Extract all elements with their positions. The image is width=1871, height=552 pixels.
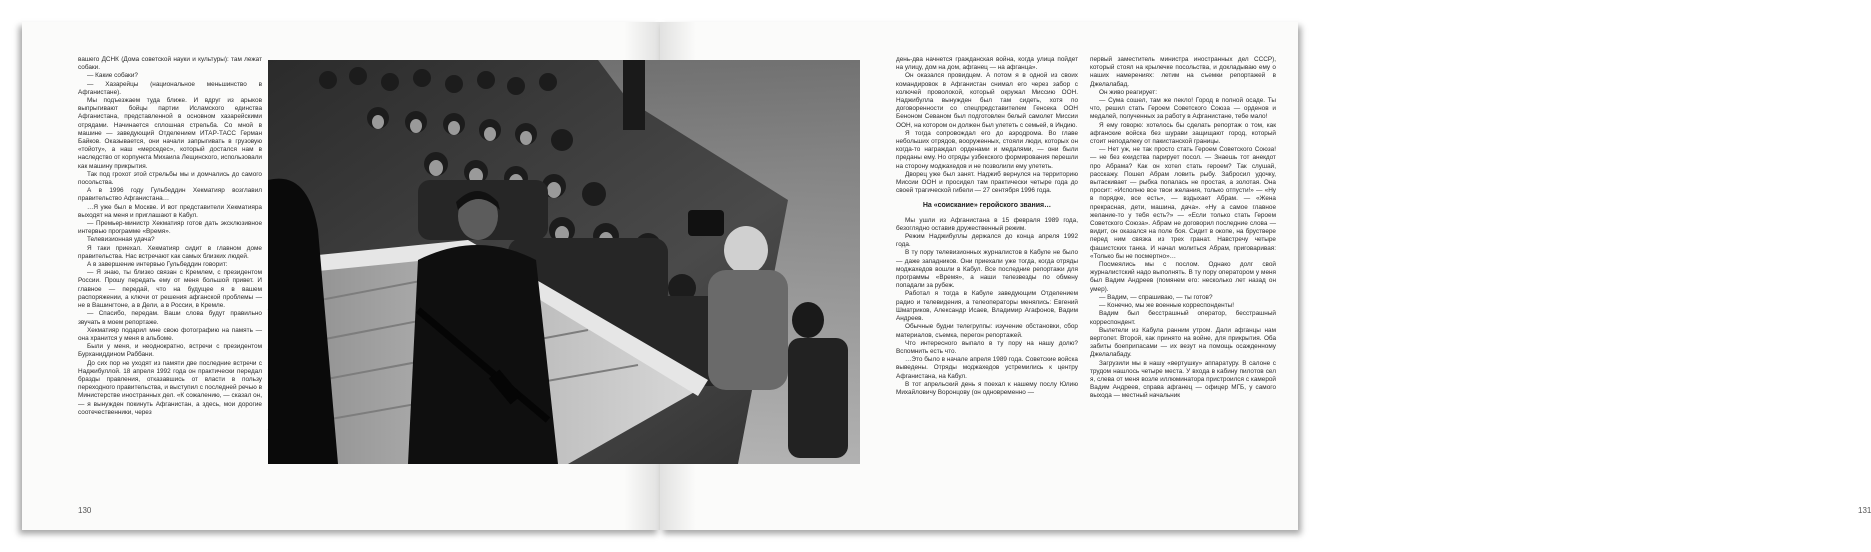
book-spread — [22, 22, 1871, 530]
left-page-text-column — [78, 56, 262, 476]
paragraph: — Сума сошел, там же пекло! Город в полной осаде. Ты что, решил стать Героем Советского Союза — орденов и медалей, полученных за работу в Афганистане, тебе мало! — [1090, 97, 1276, 121]
paragraph: Он живо реагирует: — [1099, 88, 1157, 96]
paragraph: первый заместитель министра иностранных дел СССР), который стоял на крылечке посольства, и докладываю ему о наших намерениях: летим на съемки репортажей в Джелалабад. — [1090, 56, 1276, 88]
paragraph: Телевизионная удача? — [87, 236, 155, 244]
paragraph: Работал я тогда в Кабуле заведующим Отделением радио и телевидения, а телеоператоры менялись: Евгений Шматриков, Александр Исаев, Владимир Агафонов, Вадим Андреев. — [896, 290, 1078, 323]
section-heading: На «соискание» геройского звания… — [922, 202, 1052, 210]
paragraph: Загрузили мы в нашу «вертушку» аппаратуру. В салоне с трудом нашлось четыре места. У входа в кабину пилотов сел я, слева от меня возле иллюминатора пристроился с камерой Вадим Андреев, справа афганец — офицер МГБ, у самого выхода — местный начальник — [1090, 359, 1276, 400]
paragraph: вашего ДСНК (Дома советской науки и культуры): там лежат собаки. — [78, 56, 262, 72]
paragraph: Мы ушли из Афганистана в 15 февраля 1989 года, безоглядно оставив дружественный режим. — [896, 216, 1078, 232]
paragraph: Что интересного выпало в ту пору на нашу долю? Вспомнить есть что. — [896, 339, 1078, 355]
paragraph: — Я знаю, ты близко связан с Кремлем, с президентом России. Прошу передать ему от меня большой привет. И главное — передай, что на будущее я в вашем распоряжении, а ключи от решения афганской проблемы — не в Вашингтоне, а в Дели, а в России, в Кремле. — [78, 269, 262, 310]
paragraph: В ту пору телевизионных журналистов в Кабуле не было — даже западников. Они приехали уже тогда, когда отряды моджахедов вошли в Кабул. Все последние репортажи для программы «Время», а наши телезвезды по обмену попадали за рубеж. — [896, 249, 1078, 290]
left-page-number: 130 — [78, 506, 92, 515]
right-page-number: 131 — [1858, 506, 1871, 515]
paragraph: В тот апрельский день я поехал к нашему послу Юлию Михайловичу Воронцову (он одновременно — — [896, 380, 1078, 396]
paragraph: Хекматияр подарил мне свою фотографию на память — она хранится у меня в альбоме. — [78, 326, 262, 342]
paragraph: Так под грохот этой стрельбы мы и домчались до самого посольства. — [78, 170, 262, 187]
paragraph: — Премьер-министр Хекматияр готов дать эксклюзивное интервью программе «Время». — [78, 220, 262, 236]
paragraph: …Я уже был в Москве. И вот представители Хекматияра выходят на меня и приглашают в Кабул. — [78, 203, 262, 219]
paragraph: Он оказался провидцем. А потом я в одной из своих командировок в Афганистан снимал его через забор с колючей проволокой, который окружал Миссию ООН. Наджибулла вынужден был там сидеть, хотя по договоренности со спецпредставителем Генсека ООН Беноном Севаном был подготовлен белый самолет Миссии ООН, на котором он должен был улететь с семьей, в Индию. — [896, 72, 1078, 129]
paragraph: А в завершение интервью Гульбеддин говорит: — [87, 261, 228, 269]
paragraph: Я тогда сопровождал его до аэродрома. Во главе небольших отрядов, вооруженных, стояли люди, которых он когда-то награждал орденами и медалями, — они были преданы ему. Но отряды узбекского формирования перешли на сторону моджахедов и не позволили ему улететь. — [896, 129, 1078, 170]
paragraph: — Вадим, — спрашиваю, — ты готов? — [1099, 293, 1213, 301]
paragraph: Я ему говорю: хотелось бы сделать репортаж о том, как афганские войска без шурави защищают город, который стоит неподалеку от пакистанской границы. — [1090, 121, 1276, 146]
paragraph: Мы подъезжаем туда ближе. И вдруг из арыков выпрыгивают бойцы партии Исламского единства Афганистана, представленной в основном хазарейскими отрядами. Начинается сплошная стрельба. Со мной в машине — заведующий Отделением ИТАР-ТАСС Герман Байков. Оказывается, они начали запрыгивать в грузовую «тойоту», а наш «мерседес», который достался нам в наследство от корпункта Михаила Лещинского, использовали как машину прикрытия. — [78, 97, 262, 170]
paragraph: Я таки приехал. Хекматияр сидит в главном доме правительства. Нас встречают как самых близких людей. — [78, 244, 262, 260]
paragraph: Дворец уже был занят. Наджиб вернулся на территорию Миссии ООН и просидел там практически четыре года до своей трагической гибели — 27 сентября 1996 года. — [896, 170, 1078, 195]
paragraph: Вылетели из Кабула ранним утром. Дали афганцы нам вертолет. Второй, как принято на войне, для прикрытия. Оба забиты боеприпасами — их везут на помощь осажденному Джелалабаду. — [1090, 326, 1276, 359]
right-page-text-column-1 — [896, 56, 1078, 476]
paragraph: А в 1996 году Гульбеддин Хекматияр возглавил правительство Афганистана… — [78, 187, 262, 203]
paragraph: — Конечно, мы же военные корреспонденты! — [1099, 302, 1234, 310]
paragraph: — Хазарейцы (национальное меньшинство в Афганистане). — [78, 80, 262, 96]
right-page-text-column-2 — [1090, 56, 1276, 476]
paragraph: Обычные будни телегруппы: изучение обстановки, сбор материалов, съемка, перегон репортажей. — [896, 323, 1078, 339]
paragraph: Режим Наджибуллы держался до конца апреля 1992 года. — [896, 233, 1078, 249]
paragraph: — Какие собаки? — [87, 72, 138, 80]
paragraph: Вадим был бесстрашный оператор, бесстрашный корреспондент. — [1090, 310, 1276, 326]
paragraph: До сих пор не уходят из памяти две последние встречи с Наджибуллой. 18 апреля 1992 года он практически передал бразды правления, отказавшись от власти в пользу переходного правительства, и выступил с последней речью в Министерстве иностранных дел. «К сожалению, — сказал он, — я вынужден покинуть Афганистан, а здесь, мои дорогие соотечественники, через — [78, 359, 262, 416]
auditorium-photograph — [268, 60, 860, 464]
paragraph: Посмеялись мы с послом. Однако долг свой журналистский надо выполнять. В ту пору оператором у меня был Вадим Андреев (помянем его: несколько лет назад он умер). — [1090, 261, 1276, 293]
paragraph: — Нет уж, не так просто стать Героем Советского Союза! — не без ехидства парирует посол. — Знаешь тот анекдот про Абрама? Как он хотел стать героем? Так слушай, расскажу. Пошел Абрам ловить рыбу. Забросил удочку, вытаскивает — рыбка попалась не простая, а золотая. Она просит: «Исполню все твои желания, только отпусти!» — «Ну в порядке, все есть», — вздыхает Абрам. — «Жена прекрасная, дети, машина, дача». «Ну а самое главное желание-то у тебя есть?» — «Если только стать Героем Советского Союза». Абрам не договорил последние слова — видит, он оказался на поле боя. Сидит в окопе, на бруствере перед ним связка из трех гранат. Навстречу четыре фашистских танка. И начал молиться Абрам, приговаривая: «Только бы не посмертно»… — [1090, 146, 1276, 260]
paragraph: …Это было в начале апреля 1989 года. Советские войска выведены. Отряды моджахедов устремились к центру Афганистана, на Кабул. — [896, 356, 1078, 380]
paragraph: день-два начнется гражданская война, когда улица пойдет на улицу, дом на дом, афганец — на афганца». — [896, 56, 1078, 72]
paragraph: Были у меня, и неоднократно, встречи с президентом Бурханиддином Раббани. — [78, 343, 262, 359]
paragraph: — Спасибо, передам. Ваши слова будут правильно звучать в моем репортаже. — [78, 310, 262, 326]
